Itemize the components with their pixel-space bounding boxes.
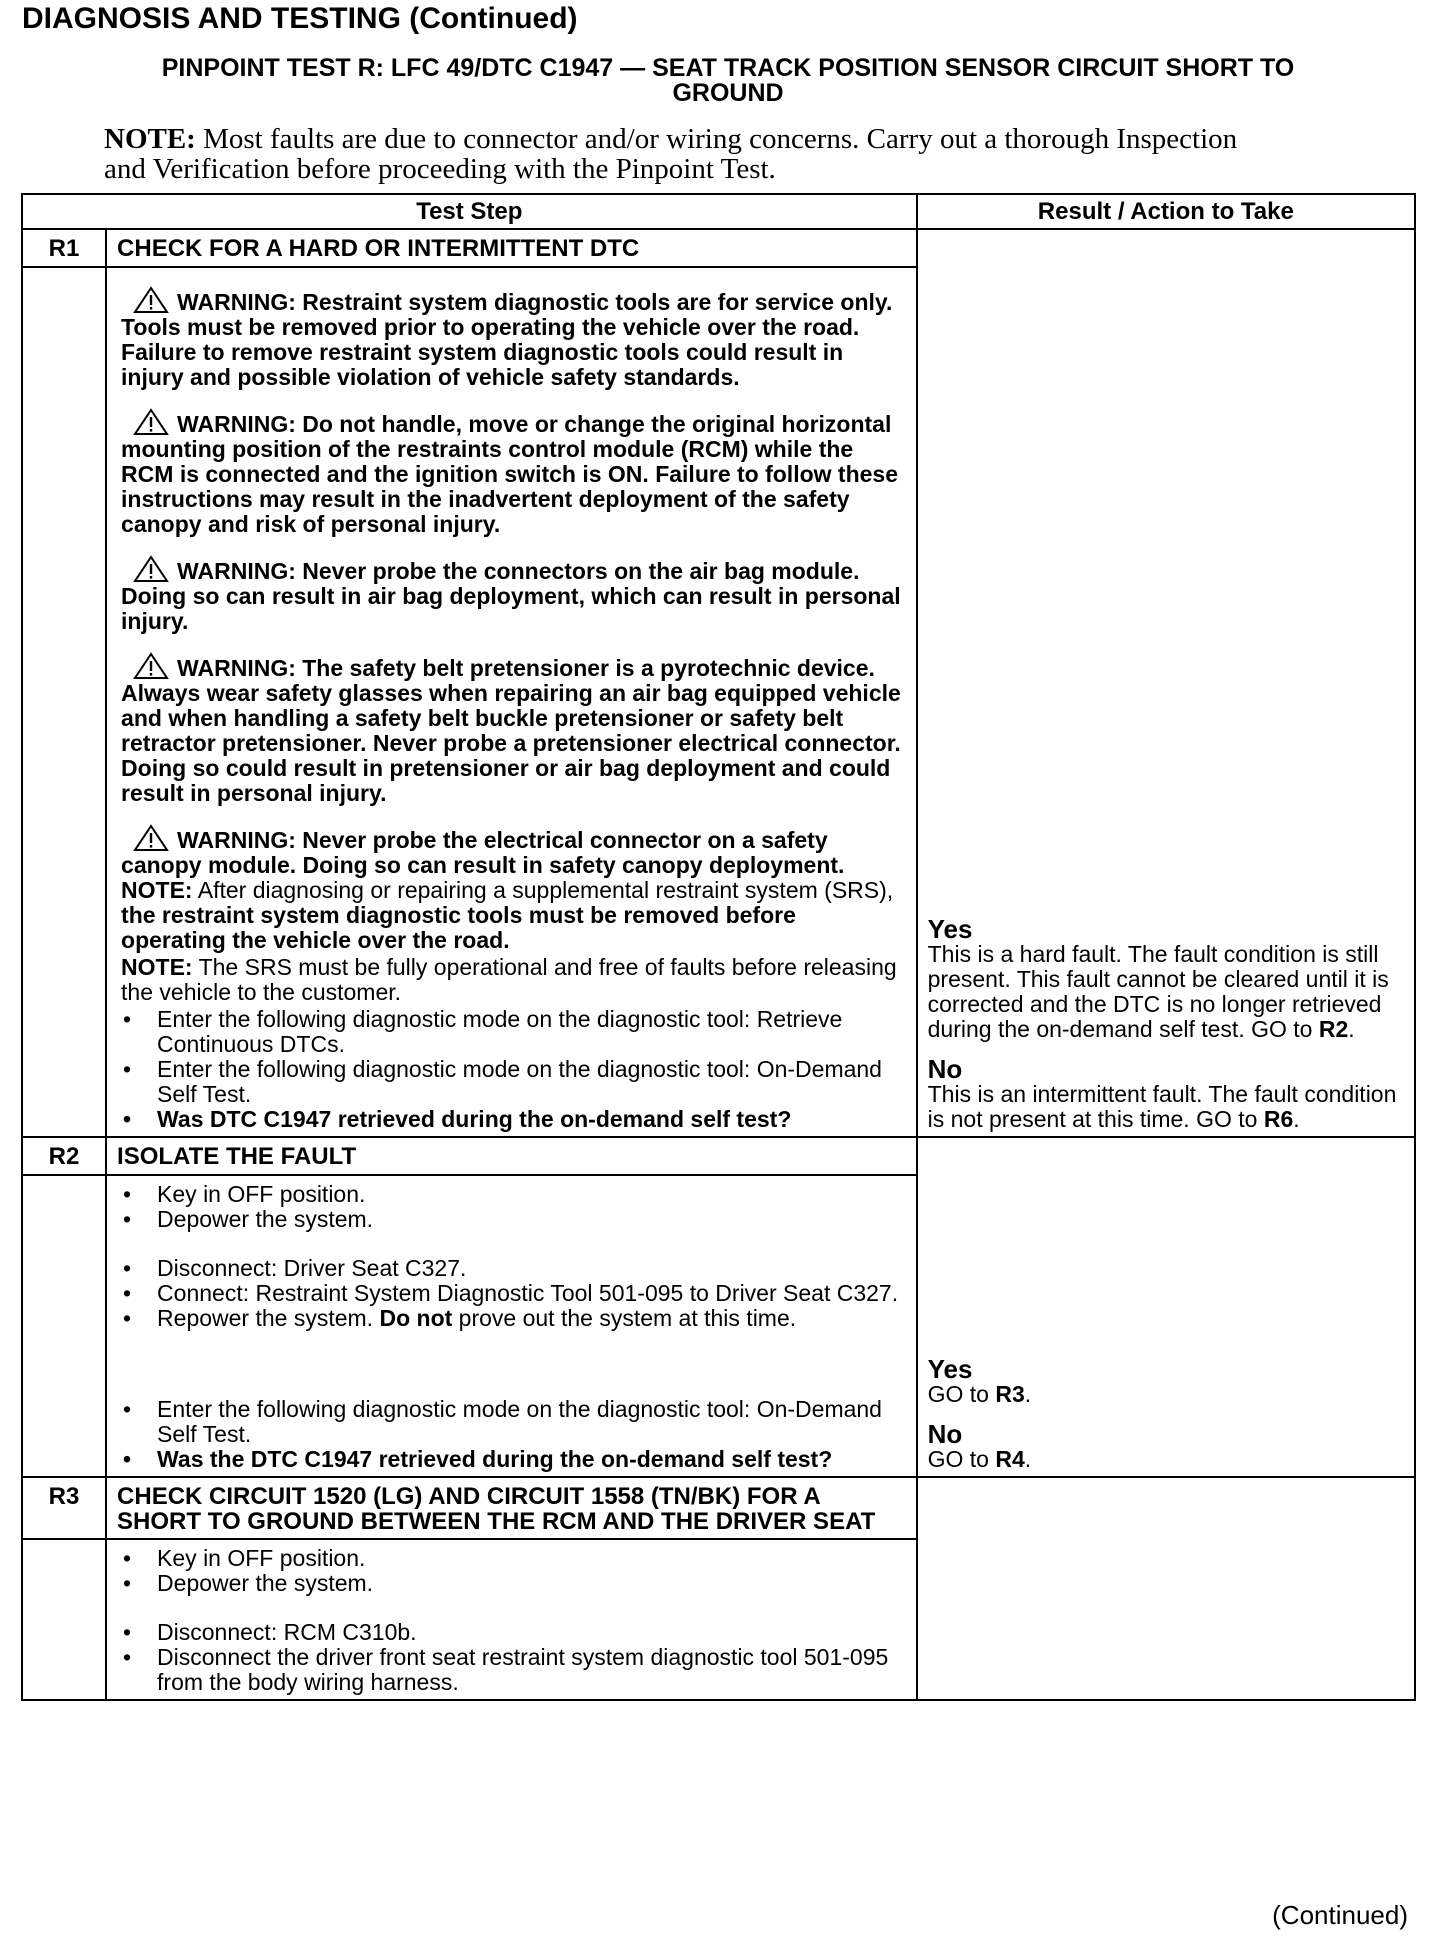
question-r1: • Was DTC C1947 retrieved during the on-demand self test? xyxy=(121,1107,906,1132)
step-id-r3: R3 xyxy=(22,1477,106,1539)
warning-triangle-icon xyxy=(133,652,169,680)
question-r2: • Was the DTC C1947 retrieved during the on-demand self test? xyxy=(121,1447,906,1472)
list-item: • Enter the following diagnostic mode on the diagnostic tool: Retrieve Continuous DTCs. xyxy=(121,1007,906,1057)
warning-2: WARNING: Do not handle, move or change the original horizontal mounting position of the restraints control module (RCM) while the RCM is connected and the ignition switch is ON. Failure to follow these instructions may result in the inadvertent deployment of the safety canopy and risk of personal injury. xyxy=(121,408,906,537)
list-item: • Enter the following diagnostic mode on the diagnostic tool: On-Demand Self Test. xyxy=(121,1057,906,1107)
step-list-r2b xyxy=(121,1256,906,1331)
table-header-row xyxy=(22,194,1415,229)
warning-triangle-icon xyxy=(133,824,169,852)
ref-r3: R3 xyxy=(995,1381,1025,1407)
result-r1-no-text: This is an intermittent fault. The fault condition is not present at this time. GO to R6. xyxy=(927,1081,1397,1132)
step-title-r2: ISOLATE THE FAULT xyxy=(106,1137,917,1175)
result-r2-no-text: GO to R4. xyxy=(927,1446,1032,1472)
result-r2-no-label: No xyxy=(927,1419,963,1449)
test-title-line2: GROUND xyxy=(672,79,784,107)
step-r2-header-row xyxy=(22,1137,1415,1175)
warning-5: WARNING: Never probe the electrical connector on a safety canopy module. Doing so can result in safety canopy deployment. xyxy=(121,824,906,878)
ref-r4: R4 xyxy=(995,1446,1025,1472)
result-r1-yes-label: Yes xyxy=(927,914,973,944)
result-r1-yes-text: This is a hard fault. The fault condition is still present. This fault cannot be cleared until it is corrected and the DTC is no longer retrieved during the on-demand self test. GO to R2. xyxy=(927,941,1389,1042)
continued-label: (Continued) xyxy=(1272,1900,1408,1930)
ref-r2: R2 xyxy=(1318,1016,1349,1042)
warning-4: WARNING: The safety belt pretensioner is a pyrotechnic device. Always wear safety glasses when repairing an air bag equipped vehicle and when handling a safety belt buckle pretensioner or safety belt retractor pretensioner. Never probe a pretensioner electrical connector. Doing so could result in pretensioner or air bag deployment and could result in personal injury. xyxy=(121,652,906,806)
step-title-r1: CHECK FOR A HARD OR INTERMITTENT DTC xyxy=(106,229,917,267)
step-list-r2c xyxy=(121,1397,906,1472)
warning-triangle-icon xyxy=(133,286,169,314)
intro-note xyxy=(104,124,1244,184)
list-item: • Key in OFF position. xyxy=(121,1182,906,1207)
col-header-test-step: Test Step xyxy=(22,194,917,229)
intro-note-text: Most faults are due to connector and/or wiring concerns. Carry out a thorough Inspection and Verification before proceeding with the Pinpoint Test. xyxy=(104,123,1238,185)
list-item: • Key in OFF position. xyxy=(121,1546,906,1571)
step-body-r1 xyxy=(106,267,917,1137)
list-item: • Depower the system. xyxy=(121,1571,906,1596)
result-r1-no-label: No xyxy=(927,1054,963,1084)
note-srs-operational: NOTE: The SRS must be fully operational and free of faults before releasing the vehicle to the customer. xyxy=(121,954,897,1005)
step-id-r1: R1 xyxy=(22,229,106,267)
list-item: • Disconnect the driver front seat restraint system diagnostic tool 501-095 from the body wiring harness. xyxy=(121,1645,906,1695)
step-list-r3b xyxy=(121,1620,906,1695)
list-item: • Disconnect: Driver Seat C327. xyxy=(121,1256,906,1281)
step-id-r2: R2 xyxy=(22,1137,106,1175)
test-title-line1: PINPOINT TEST R: LFC 49/DTC C1947 — SEAT TRACK POSITION SENSOR CIRCUIT SHORT TO xyxy=(161,54,1295,82)
warning-triangle-icon xyxy=(133,555,169,583)
intro-note-label: NOTE: xyxy=(104,123,196,155)
list-item: • Disconnect: RCM C310b. xyxy=(121,1620,906,1645)
step-body-r2 xyxy=(106,1175,917,1477)
result-r2 xyxy=(917,1137,1415,1477)
result-r2-yes-label: Yes xyxy=(927,1354,973,1384)
list-item: • Repower the system. Do not prove out the system at this time. xyxy=(121,1306,906,1331)
col-header-result: Result / Action to Take xyxy=(917,194,1415,229)
step-body-r3 xyxy=(106,1539,917,1700)
step-title-r3: CHECK CIRCUIT 1520 (LG) AND CIRCUIT 1558 (TN/BK) FOR A SHORT TO GROUND BETWEEN THE RCM AND THE DRIVER SEAT xyxy=(106,1477,917,1539)
step-list-r2a xyxy=(121,1182,906,1232)
list-item: • Enter the following diagnostic mode on the diagnostic tool: On-Demand Self Test. xyxy=(121,1397,906,1447)
step-r3-header-row xyxy=(22,1477,1415,1539)
result-r3 xyxy=(917,1477,1415,1700)
result-r1 xyxy=(917,229,1415,1137)
list-item: • Connect: Restraint System Diagnostic Tool 501-095 to Driver Seat C327. xyxy=(121,1281,906,1306)
result-r2-yes-text: GO to R3. xyxy=(927,1381,1032,1407)
note-srs-tools: NOTE: After diagnosing or repairing a supplemental restraint system (SRS), the restraint system diagnostic tools must be removed before operating the vehicle over the road. xyxy=(121,877,894,953)
warning-3: WARNING: Never probe the connectors on the air bag module. Doing so can result in air bag deployment, which can result in personal injury. xyxy=(121,555,906,634)
ref-r6: R6 xyxy=(1263,1106,1294,1132)
pinpoint-test-table xyxy=(21,193,1416,1701)
pinpoint-test-title xyxy=(70,56,1386,106)
warning-triangle-icon xyxy=(133,408,169,436)
section-title: DIAGNOSIS AND TESTING (Continued) xyxy=(22,2,578,35)
list-item: • Depower the system. xyxy=(121,1207,906,1232)
step-list-r3a xyxy=(121,1546,906,1596)
warning-1: WARNING: Restraint system diagnostic tools are for service only. Tools must be removed prior to operating the vehicle over the road. Failure to remove restraint system diagnostic tools could result in injury and possible violation of vehicle safety standards. xyxy=(121,286,906,390)
step-list-r1 xyxy=(121,1007,906,1132)
step-r1-header-row xyxy=(22,229,1415,267)
